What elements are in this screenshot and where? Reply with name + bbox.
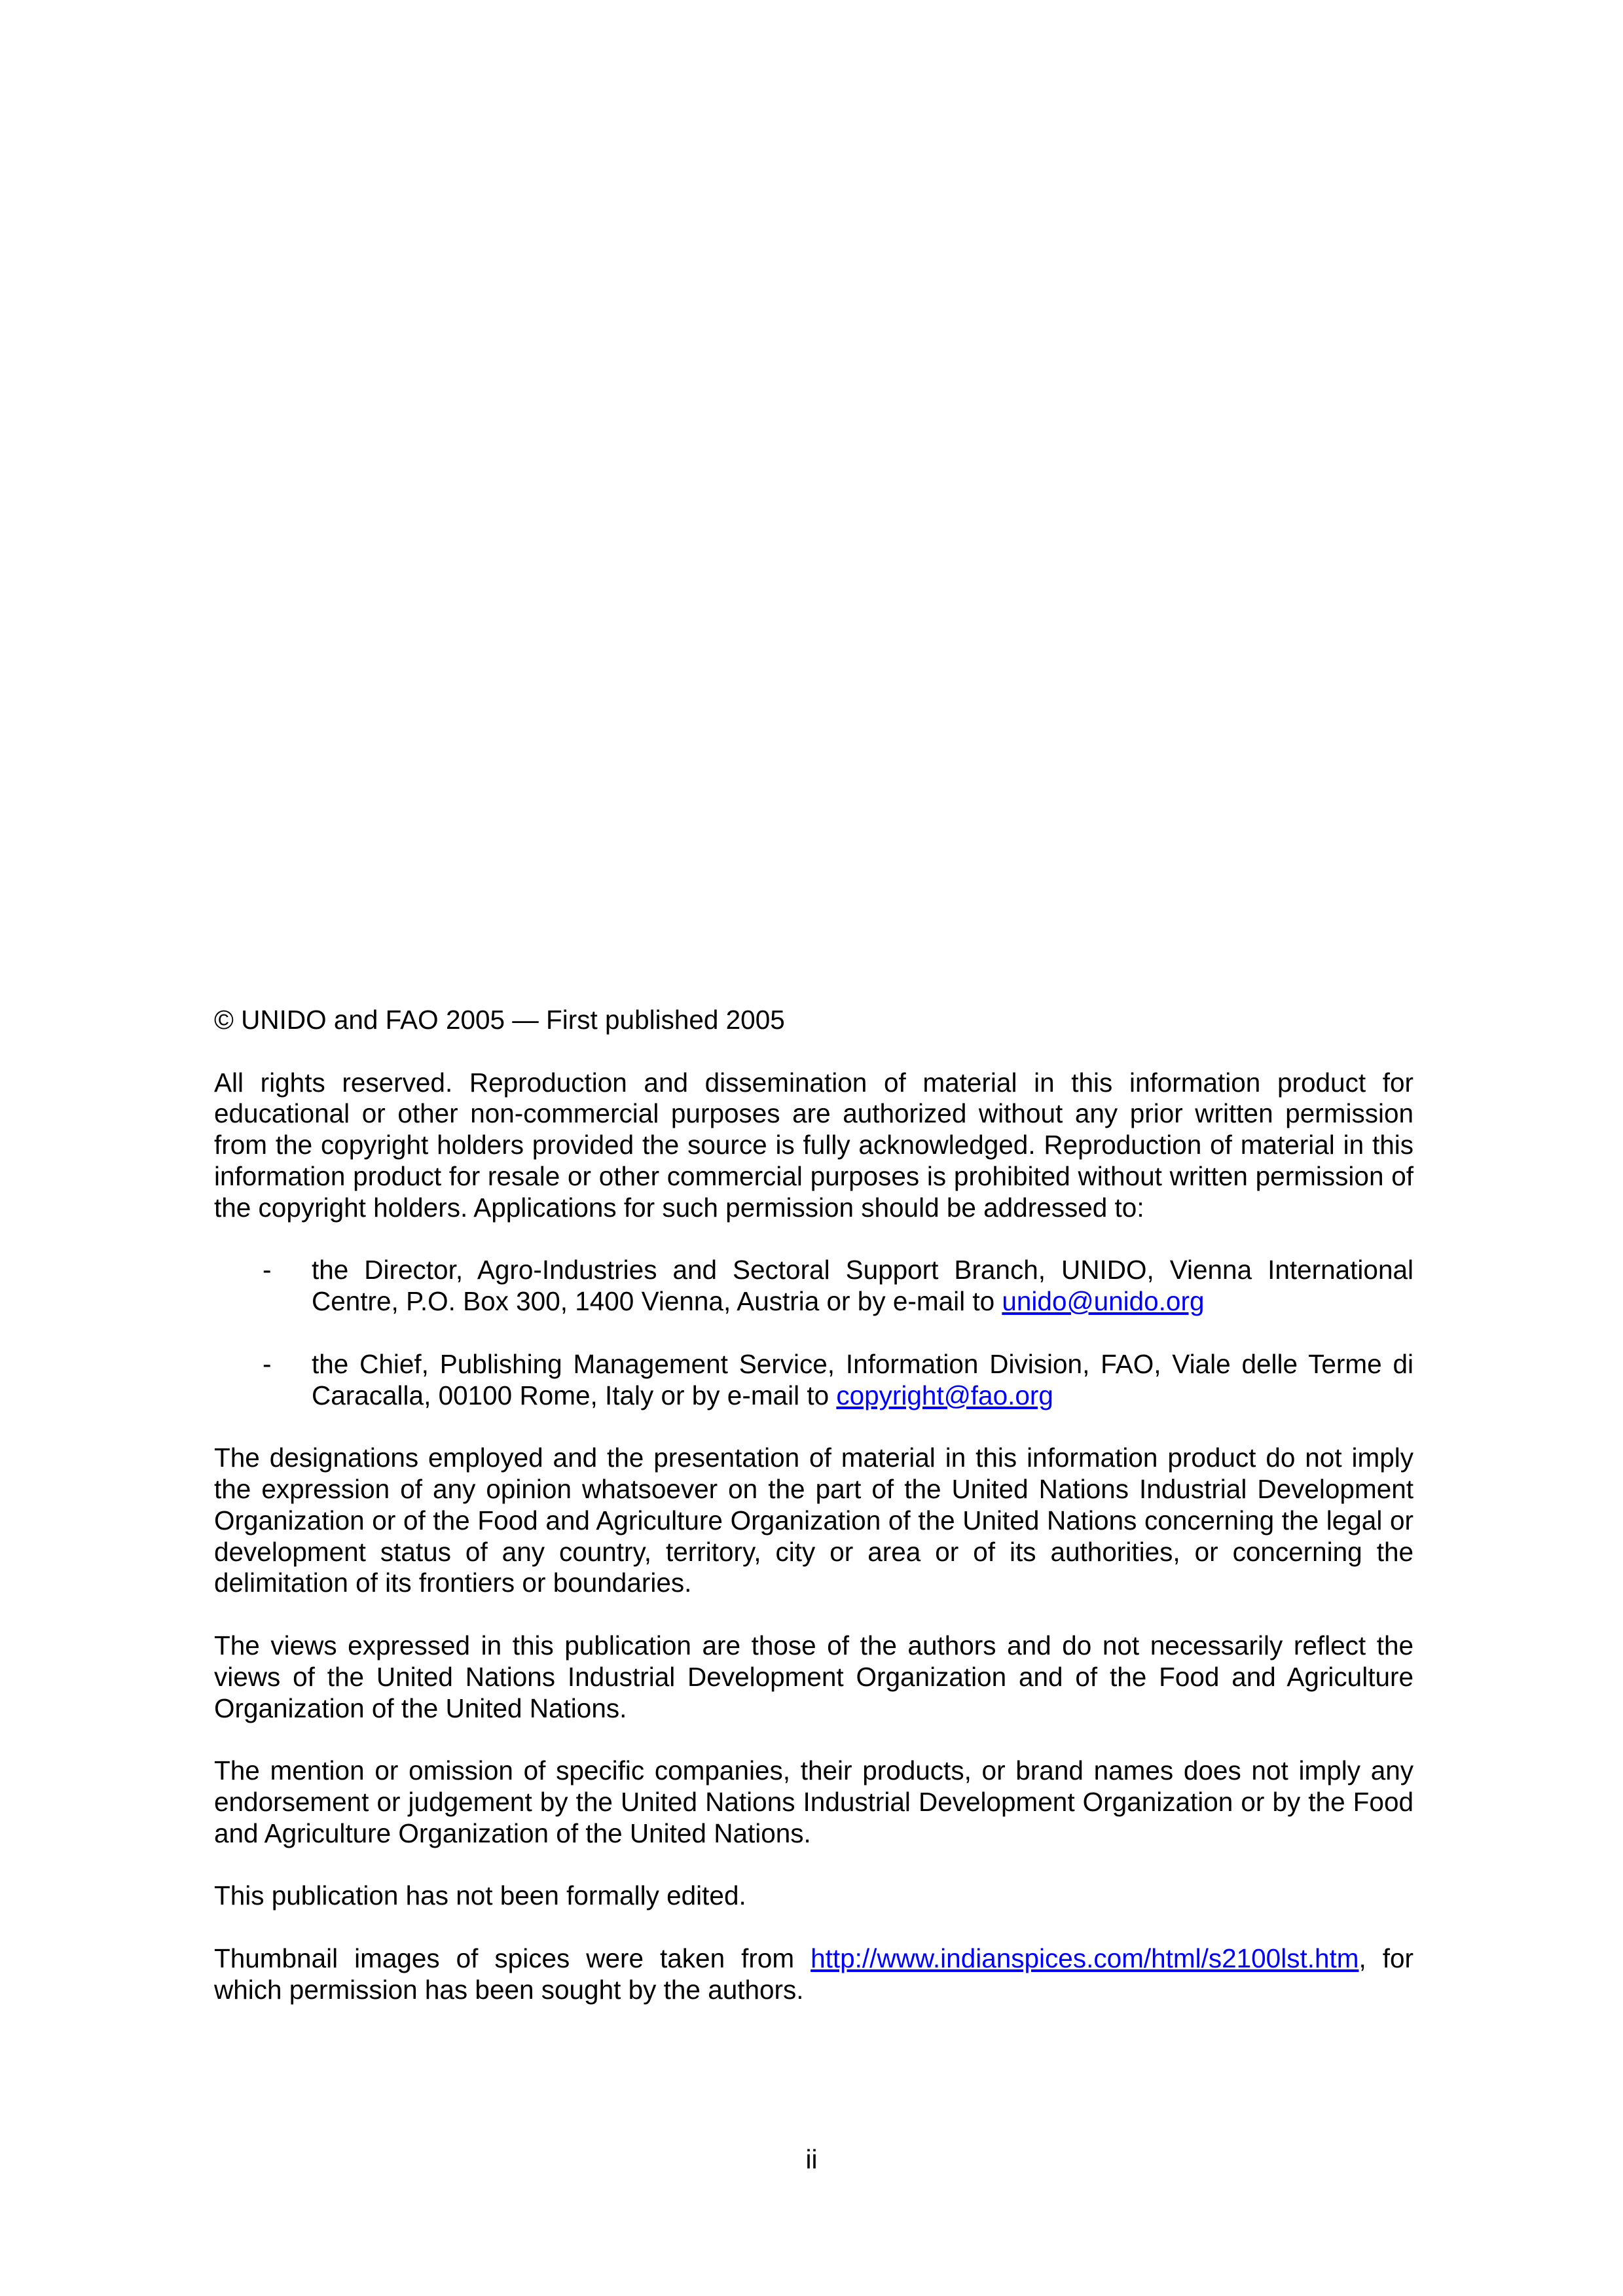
designations-paragraph: The designations employed and the presentation of material in this information product do not imply the expression of any opinion whatsoever on the part of the United Nations Industrial Development Organization or of the Food and Agriculture Organization of the United Nations concerning the legal or development status of any country, territory, city or area or of its authorities, or concerning the delimitation of its frontiers or boundaries. [214, 1443, 1413, 1598]
copyright-line: © UNIDO and FAO 2005 — First published 2005 [214, 1005, 785, 1035]
views-paragraph: The views expressed in this publication are those of the authors and do not necessarily reflect the views of the United Nations Industrial Development Organization and of the Food and Agriculture Organization of the United Nations. [214, 1630, 1413, 1723]
thumbnail-text-before: Thumbnail images of spices were taken from [214, 1943, 811, 1973]
unido-email-link[interactable]: unido@unido.org [1002, 1286, 1205, 1317]
indianspices-link[interactable]: http://www.indianspices.com/html/s2100lst.htm [811, 1943, 1359, 1973]
thumbnail-text-after: , for which permission has been sought by the authors. [214, 1943, 1413, 2005]
mention-paragraph: The mention or omission of specific companies, their products, or brand names does not imply any endorsement or judgement by the United Nations Industrial Development Organization or by the Food and Agriculture Organization of the United Nations. [214, 1755, 1413, 1848]
list-dash: - [263, 1348, 272, 1379]
contact-fao [214, 1349, 1413, 1412]
edited-paragraph: This publication has not been formally edited. [214, 1880, 746, 1911]
thumbnail-paragraph [214, 1943, 1413, 2006]
contact-fao-text: the Chief, Publishing Management Service, Information Division, FAO, Viale delle Terme di Caracalla, 00100 Rome, Italy or by e-mail to [312, 1348, 1413, 1410]
fao-email-link[interactable]: copyright@fao.org [836, 1380, 1053, 1410]
copyright-section [214, 1005, 1413, 2037]
contact-unido [214, 1255, 1413, 1318]
rights-paragraph: All rights reserved. Reproduction and dissemination of material in this information product for educational or other non-commercial purposes are authorized without any prior written permission from the copyright holders provided the source is fully acknowledged. Reproduction of material in this information product for resale or other commercial purposes is prohibited without written permission of the copyright holders. Applications for such permission should be addressed to: [214, 1067, 1413, 1223]
list-dash: - [263, 1255, 272, 1285]
page-number: ii [805, 2144, 818, 2174]
contact-unido-text: the Director, Agro-Industries and Sectoral Support Branch, UNIDO, Vienna International Centre, P.O. Box 300, 1400 Vienna, Austria or by e-mail to [312, 1255, 1413, 1317]
